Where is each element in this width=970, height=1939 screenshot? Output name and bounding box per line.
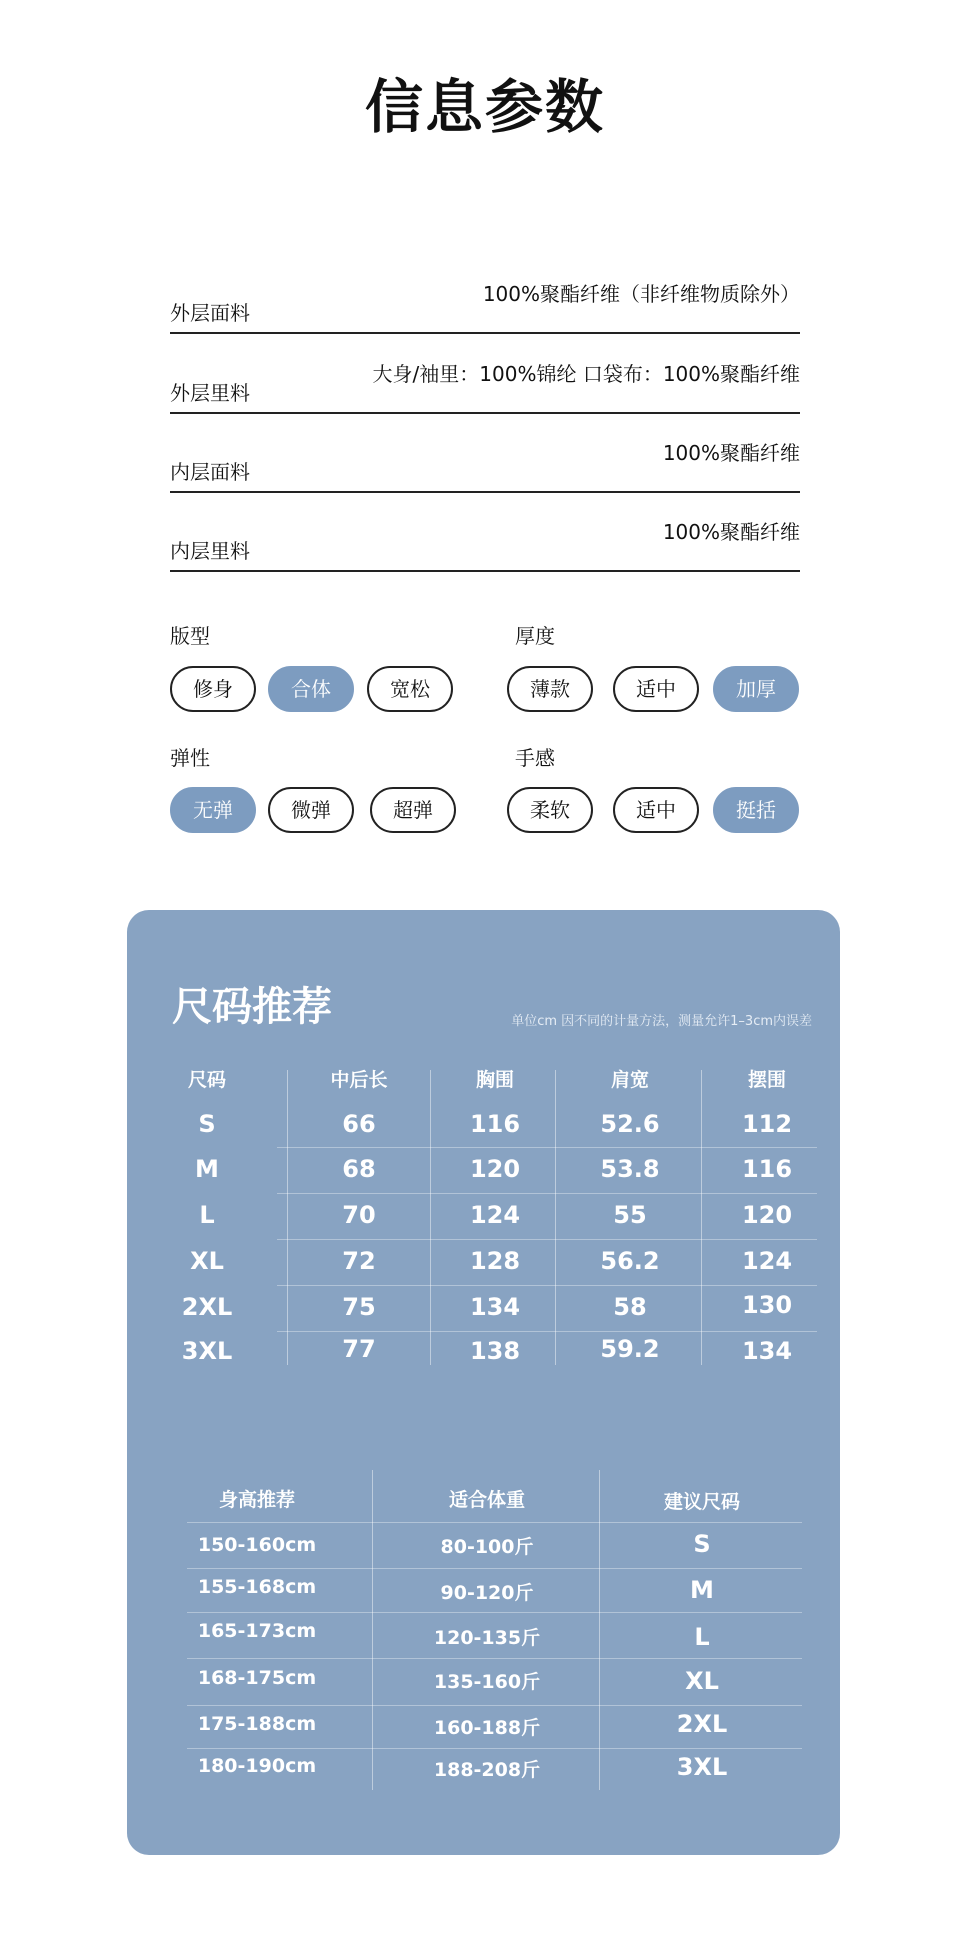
recommend-cell: 188-208斤 (433, 1759, 541, 1781)
size-cell: 72 (342, 1247, 376, 1275)
recommend-cell: 160-188斤 (433, 1717, 541, 1739)
recommend-cell: 155-168cm (197, 1576, 317, 1598)
size-cell: 66 (342, 1110, 376, 1138)
divider (277, 1147, 817, 1148)
divider (277, 1239, 817, 1240)
divider (277, 1285, 817, 1286)
thickness-option-medium[interactable]: 适中 (613, 666, 699, 712)
fit-option-regular[interactable]: 合体 (268, 666, 354, 712)
thickness-label: 厚度 (515, 624, 555, 648)
size-cell: 116 (741, 1155, 793, 1183)
size-cell: 130 (741, 1291, 793, 1319)
spec-row-outer-lining (170, 352, 800, 414)
spec-value: 100%聚酯纤维 (662, 441, 800, 465)
recommend-cell: 3XL (676, 1753, 728, 1781)
divider (277, 1331, 817, 1332)
size-cell: 52.6 (600, 1110, 660, 1138)
size-cell: 120 (741, 1201, 793, 1229)
size-cell: 134 (469, 1293, 521, 1321)
recommend-cell: 90-120斤 (440, 1582, 534, 1604)
size-cell: 120 (469, 1155, 521, 1183)
recommend-cell: 165-173cm (197, 1620, 317, 1642)
size-cell: 134 (741, 1337, 793, 1365)
size-col-header: 胸围 (475, 1069, 514, 1091)
size-cell: 55 (613, 1201, 647, 1229)
recommend-cell: 135-160斤 (433, 1671, 541, 1693)
size-cell: 68 (342, 1155, 376, 1183)
divider (187, 1568, 802, 1569)
size-cell: M (195, 1155, 219, 1183)
recommend-cell: 168-175cm (197, 1667, 317, 1689)
size-section-note: 单位cm 因不同的计量方法，测量允许1–3cm内误差 (511, 1014, 812, 1029)
spec-label: 内层面料 (170, 460, 250, 484)
page-title: 信息参数 (364, 73, 605, 141)
recommend-col-header: 身高推荐 (218, 1489, 295, 1511)
elasticity-option-none[interactable]: 无弹 (170, 787, 256, 833)
divider (187, 1522, 802, 1523)
recommend-cell: XL (685, 1667, 719, 1695)
divider (287, 1070, 288, 1365)
spec-label: 外层面料 (170, 301, 250, 325)
recommend-cell: S (693, 1530, 711, 1558)
divider (277, 1193, 817, 1194)
size-section-title: 尺码推荐 (172, 984, 332, 1030)
divider (372, 1470, 373, 1790)
feel-option-soft[interactable]: 柔软 (507, 787, 593, 833)
size-cell: 77 (342, 1335, 376, 1363)
recommend-cell: 180-190cm (197, 1755, 317, 1777)
spec-row-inner-lining (170, 510, 800, 572)
spec-label: 内层里料 (170, 539, 250, 563)
thickness-option-thick[interactable]: 加厚 (713, 666, 799, 712)
fit-option-loose[interactable]: 宽松 (367, 666, 453, 712)
size-cell: 116 (469, 1110, 521, 1138)
size-cell: 70 (342, 1201, 376, 1229)
divider (187, 1705, 802, 1706)
size-cell: XL (190, 1247, 224, 1275)
divider (555, 1070, 556, 1365)
divider (187, 1612, 802, 1613)
elasticity-option-slight[interactable]: 微弹 (268, 787, 354, 833)
feel-label: 手感 (515, 746, 555, 770)
size-panel (127, 910, 840, 1855)
spec-row-outer-fabric (170, 272, 800, 334)
size-cell: S (198, 1110, 216, 1138)
thickness-option-thin[interactable]: 薄款 (507, 666, 593, 712)
feel-option-medium[interactable]: 适中 (613, 787, 699, 833)
divider (187, 1658, 802, 1659)
recommend-col-header: 适合体重 (448, 1489, 525, 1511)
size-cell: 124 (741, 1247, 793, 1275)
size-cell: 58 (613, 1293, 647, 1321)
size-cell: 138 (469, 1337, 521, 1365)
recommend-cell: 80-100斤 (440, 1536, 534, 1558)
recommend-cell: 150-160cm (197, 1534, 317, 1556)
feel-option-crisp[interactable]: 挺括 (713, 787, 799, 833)
spec-label: 外层里料 (170, 381, 250, 405)
size-cell: 124 (469, 1201, 521, 1229)
divider (701, 1070, 702, 1365)
spec-value: 100%聚酯纤维 (662, 520, 800, 544)
size-col-header: 摆围 (747, 1069, 786, 1091)
size-cell: 56.2 (600, 1247, 660, 1275)
recommend-cell: 120-135斤 (433, 1627, 541, 1649)
spec-row-inner-fabric (170, 431, 800, 493)
recommend-cell: L (694, 1623, 710, 1651)
size-cell: 2XL (181, 1293, 233, 1321)
size-cell: 59.2 (600, 1335, 660, 1363)
recommend-cell: 175-188cm (197, 1713, 317, 1735)
size-col-header: 尺码 (187, 1069, 226, 1091)
size-cell: L (199, 1201, 215, 1229)
divider (599, 1470, 600, 1790)
spec-value: 100%聚酯纤维（非纤维物质除外） (482, 282, 800, 306)
size-col-header: 肩宽 (610, 1069, 649, 1091)
divider (430, 1070, 431, 1365)
elasticity-label: 弹性 (170, 746, 210, 770)
size-cell: 53.8 (600, 1155, 660, 1183)
size-col-header: 中后长 (330, 1069, 388, 1091)
size-cell: 75 (342, 1293, 376, 1321)
size-cell: 3XL (181, 1337, 233, 1365)
size-cell: 128 (469, 1247, 521, 1275)
recommend-col-header: 建议尺码 (663, 1491, 740, 1513)
size-cell: 112 (741, 1110, 793, 1138)
recommend-cell: 2XL (676, 1710, 728, 1738)
spec-value: 大身/袖里：100%锦纶 口袋布：100%聚酯纤维 (372, 362, 800, 386)
fit-option-slim[interactable]: 修身 (170, 666, 256, 712)
fit-label: 版型 (170, 624, 210, 648)
elasticity-option-super[interactable]: 超弹 (370, 787, 456, 833)
divider (187, 1748, 802, 1749)
recommend-cell: M (690, 1576, 714, 1604)
